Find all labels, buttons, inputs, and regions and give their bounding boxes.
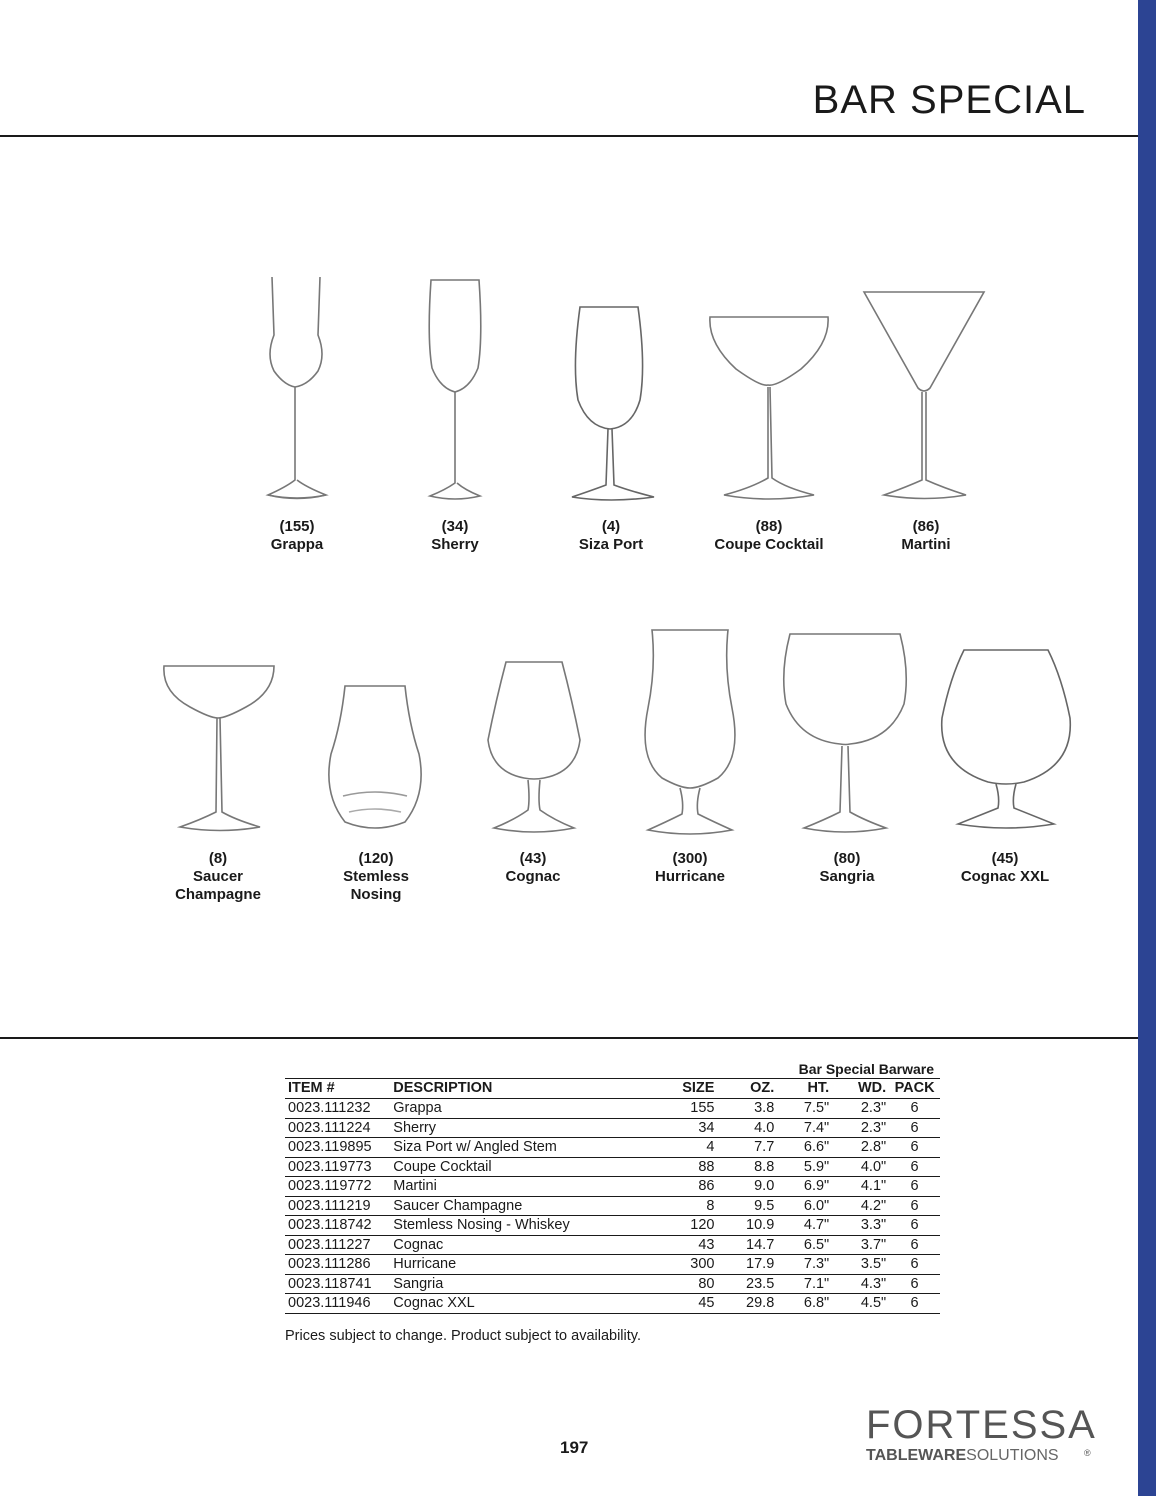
column-header-description: DESCRIPTION [390,1079,672,1099]
table-row: 0023.119895 Siza Port w/ Angled Stem 4 7.7 6.6" 2.8" 6 [285,1138,940,1158]
glass-caption: (155) Grappa [270,518,324,553]
column-header-height: HT. [777,1079,832,1099]
page-number: 197 [560,1438,589,1457]
glass-caption: (80) Sangria [819,850,875,885]
siza-port-glass-image [570,305,660,505]
glass-caption: (8) Saucer Champagne [175,850,261,903]
stemless-nosing-glass-image [325,684,425,834]
bottom-divider [0,1037,1138,1039]
sangria-glass-image [780,632,910,837]
table-row: 0023.111946 Cognac XXL 45 29.8 6.8" 4.5" 6 [285,1294,940,1314]
cognac-xxl-glass-image [938,648,1074,833]
registered-mark: ® [1084,1448,1093,1458]
barware-table-section [285,1060,940,1314]
brand-line-bold: TABLEWARE [866,1447,967,1464]
column-header-oz: OZ. [717,1079,777,1099]
table-header-row [285,1079,940,1099]
column-header-size: SIZE [672,1079,718,1099]
table-row: 0023.111227 Cognac 43 14.7 6.5" 3.7" 6 [285,1235,940,1255]
glass-caption: (300) Hurricane [654,850,726,885]
table-row: 0023.119772 Martini 86 9.0 6.9" 4.1" 6 [285,1177,940,1197]
table-row: 0023.118741 Sangria 80 23.5 7.1" 4.3" 6 [285,1274,940,1294]
grappa-glass-image [262,275,332,505]
brand-line-light: SOLUTIONS [966,1447,1059,1464]
sherry-glass-image [420,278,490,508]
column-header-pack: PACK [889,1079,940,1099]
table-row: 0023.119773 Coupe Cocktail 88 8.8 5.9" 4.0" 6 [285,1157,940,1177]
fortessa-logo [866,1405,1096,1465]
glass-caption: (4) Siza Port [578,518,644,553]
martini-glass-image [862,290,988,505]
cognac-glass-image [484,660,584,835]
brand-name: FORTESSA [866,1403,1097,1447]
column-header-item: ITEM # [285,1079,390,1099]
glass-caption: (86) Martini [901,518,951,553]
table-row: 0023.111224 Sherry 34 4.0 7.4" 2.3" 6 [285,1118,940,1138]
glass-caption: (120) Stemless Nosing [343,850,409,903]
footnote: Prices subject to change. Product subject to availability. [285,1328,641,1344]
saucer-champagne-glass-image [160,662,280,832]
hurricane-glass-image [640,628,740,838]
table-row: 0023.111219 Saucer Champagne 8 9.5 6.0" 4.2" 6 [285,1196,940,1216]
table-caption: Bar Special Barware [798,1061,934,1077]
glass-caption: (45) Cognac XXL [960,850,1050,885]
side-accent-bar [1138,0,1156,1496]
table-row: 0023.118742 Stemless Nosing - Whiskey 120 10.9 4.7" 3.3" 6 [285,1216,940,1236]
barware-table [285,1078,940,1314]
glass-caption: (88) Coupe Cocktail [714,518,824,553]
coupe-cocktail-glass-image [706,313,836,503]
top-divider [0,135,1138,137]
column-header-width: WD. [832,1079,889,1099]
glass-caption: (34) Sherry [431,518,479,553]
glass-caption: (43) Cognac [505,850,561,885]
table-row: 0023.111232 Grappa 155 3.8 7.5" 2.3" 6 [285,1099,940,1119]
table-row: 0023.111286 Hurricane 300 17.9 7.3" 3.5" 6 [285,1255,940,1275]
page-title: BAR SPECIAL [812,78,1086,122]
